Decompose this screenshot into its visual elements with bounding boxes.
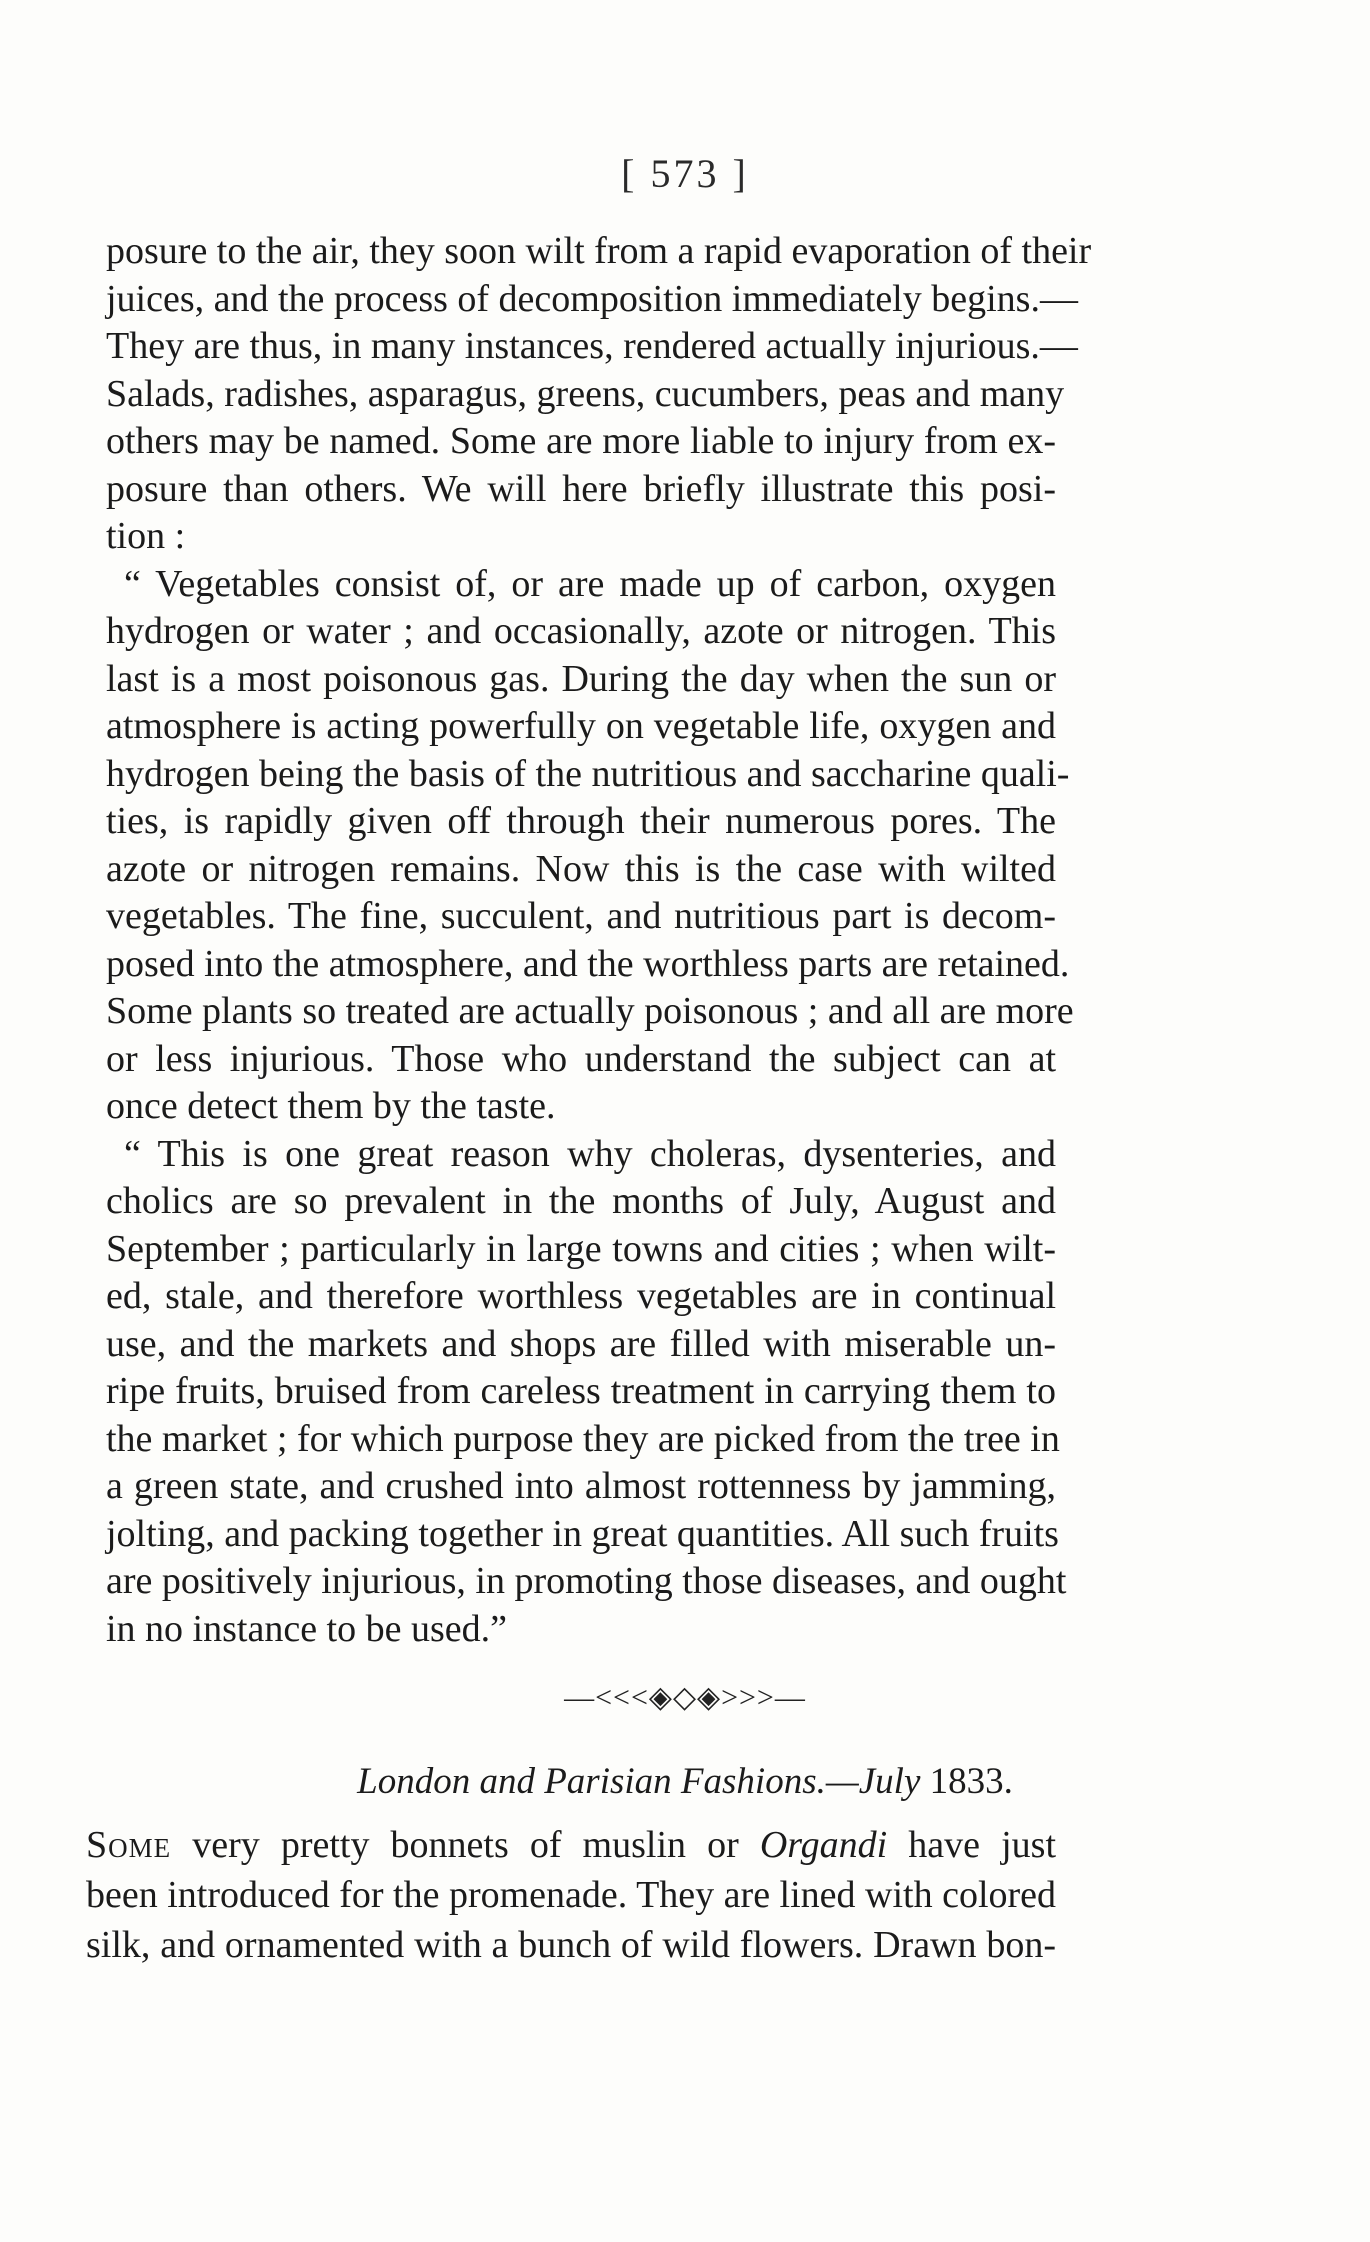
text-fragment: very pretty bonnets of muslin or xyxy=(171,1824,760,1866)
quote-line: hydrogen or water ; and occasionally, azote or nitrogen. This xyxy=(106,610,1056,652)
quote-line: azote or nitrogen remains. Now this is the case with wilted xyxy=(106,847,1056,890)
text-line: Salads, radishes, asparagus, greens, cucumbers, peas and many xyxy=(106,372,1065,415)
quote-line: last is a most poisonous gas. During the day when the sun or xyxy=(106,657,1056,700)
text-line xyxy=(86,1820,1056,1870)
quote-line: are positively injurious, in promoting those diseases, and ought xyxy=(106,1560,1067,1602)
text-line: tion : xyxy=(106,515,186,557)
text-line: been introduced for the promenade. They are lined with colored xyxy=(86,1874,1057,1916)
quote-line: atmosphere is acting powerfully on vegetable life, oxygen and xyxy=(106,705,1056,747)
text-fragment: have just xyxy=(887,1824,1057,1866)
quote-line: the market ; for which purpose they are picked from the tree in xyxy=(106,1417,1060,1460)
quote-line: “ Vegetables consist of, or are made up of carbon, oxygen xyxy=(124,562,1056,605)
quote-line: cholics are so prevalent in the months of July, August and xyxy=(106,1180,1056,1222)
section-heading-year: 1833. xyxy=(929,1761,1013,1802)
quote-line: a green state, and crushed into almost rottenness by jamming, xyxy=(106,1465,1056,1507)
quote-line: ripe fruits, bruised from careless treatment in carrying them to xyxy=(106,1370,1056,1412)
italic-term: Organdi xyxy=(759,1824,888,1866)
quote-line: use, and the markets and shops are filled with miserable un- xyxy=(106,1322,1056,1365)
quote-line: posed into the atmosphere, and the worthless parts are retained. xyxy=(106,942,1070,985)
quote-line: hydrogen being the basis of the nutritious and saccharine quali- xyxy=(106,752,1070,795)
drop-word: Some xyxy=(86,1824,172,1866)
text-line: others may be named. Some are more liable to injury from ex- xyxy=(106,420,1056,462)
text-line: silk, and ornamented with a bunch of wild flowers. Drawn bon- xyxy=(86,1924,1056,1966)
quote-line: ties, is rapidly given off through their numerous pores. The xyxy=(106,800,1056,842)
quote-line: once detect them by the taste. xyxy=(106,1085,556,1127)
quote-line: or less injurious. Those who understand the subject can at xyxy=(106,1037,1056,1080)
quote-line: vegetables. The fine, succulent, and nutritious part is decom- xyxy=(106,895,1056,937)
section-heading-title: London and Parisian Fashions.—July xyxy=(357,1761,921,1802)
quote-line: September ; particularly in large towns and cities ; when wilt- xyxy=(106,1227,1056,1270)
quote-line: jolting, and packing together in great quantities. All such fruits xyxy=(106,1512,1059,1555)
text-line: posure than others. We will here briefly illustrate this posi- xyxy=(106,467,1056,510)
text-line: They are thus, in many instances, rendered actually injurious.— xyxy=(106,325,1078,367)
article-body xyxy=(106,228,1092,1653)
quote-line: Some plants so treated are actually poisonous ; and all are more xyxy=(106,990,1074,1032)
text-line: posure to the air, they soon wilt from a rapid evaporation of their xyxy=(106,230,1092,272)
fashion-article xyxy=(86,1820,1056,1970)
page-number: [ 573 ] xyxy=(621,151,749,196)
text-line: juices, and the process of decomposition immediately begins.— xyxy=(106,277,1078,320)
section-divider-ornament: —<<<◈◇◈>>>— xyxy=(564,1681,806,1714)
quote-line: in no instance to be used.” xyxy=(106,1607,508,1650)
quote-line: “ This is one great reason why choleras, dysenteries, and xyxy=(124,1132,1056,1175)
quote-line: ed, stale, and therefore worthless vegetables are in continual xyxy=(106,1275,1056,1317)
section-heading xyxy=(0,1760,1370,1803)
